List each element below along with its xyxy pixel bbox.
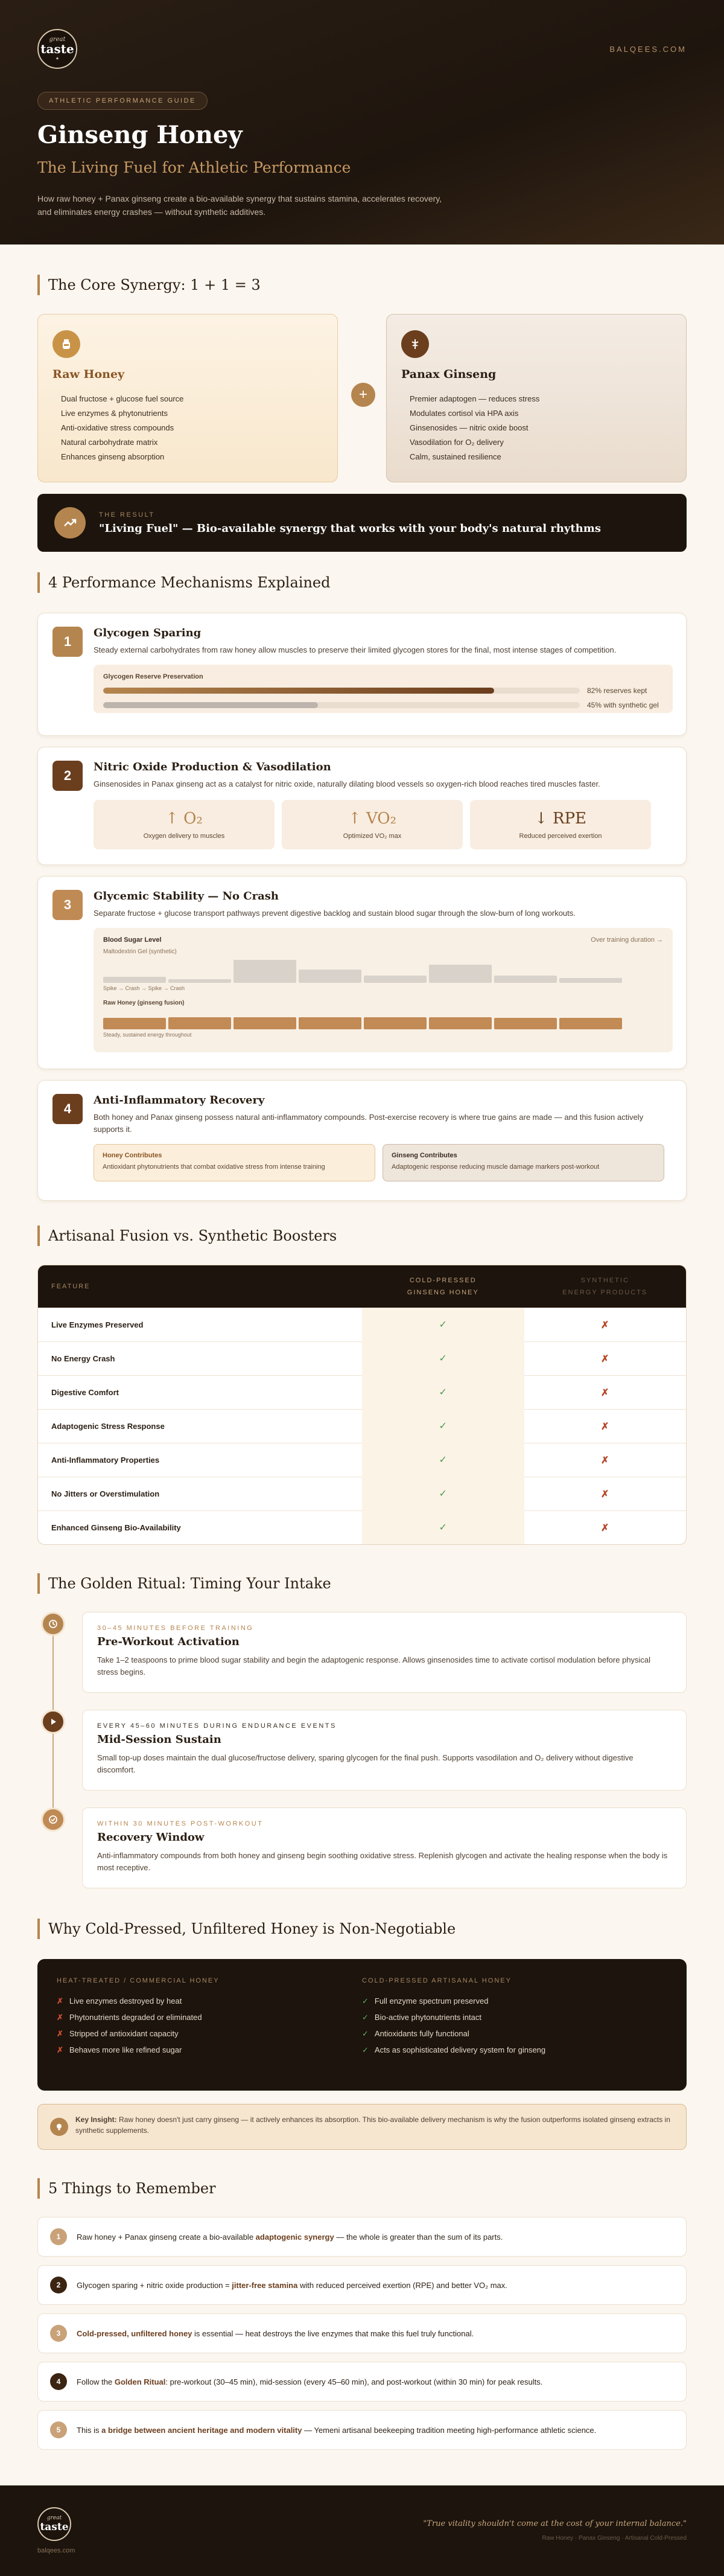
ritual-timeline [37,1612,687,1884]
section-title-text: The Golden Ritual: Timing Your Intake [48,1575,331,1592]
ritual-step-pre [82,1612,687,1693]
contribution-text: Adaptogenic response reducing muscle damage markers post-workout [392,1163,600,1171]
series-bar [494,1018,557,1029]
ginseng-contribution [383,1144,664,1181]
table-row [38,1477,686,1510]
step-time: EVERY 45–60 MINUTES DURING ENDURANCE EVENTS [97,1722,337,1730]
comparison-table [37,1265,687,1545]
honey-contribution [94,1144,375,1181]
item-text: Stripped of antioxidant capacity [69,2029,179,2038]
series-bar [233,1017,296,1029]
page-subtitle: The Living Fuel for Athletic Performance [37,159,351,176]
card-title: Panax Ginseng [401,368,497,381]
series-label-synthetic: Maltodextrin Gel (synthetic) [103,948,177,955]
check-icon: ✓ [362,1443,524,1477]
list-item: Enhances ginseng absorption [61,452,165,461]
hero-banner [0,0,724,244]
list-item [57,1993,362,2009]
title-accent-bar [37,275,40,295]
contribution-boxes [94,1144,673,1181]
footer-logo[interactable] [37,2507,71,2541]
metric-tile-rpe [470,800,651,849]
bar-honey [103,688,494,694]
series-bar [494,976,557,983]
mechanism-desc: Ginsenosides in Panax ginseng act as a catalyst for nitric oxide, naturally dilating blood vessels so oxygen-rich blood reaches tired muscles faster. [94,779,600,788]
metric-label: Oxygen delivery to muscles [143,833,225,840]
lightbulb-icon [50,2118,68,2136]
title-accent-bar [37,572,40,593]
list-item: Live enzymes & phytonutrients [61,409,168,418]
metric-tile-vo2 [282,800,463,849]
check-icon: ✓ [362,1477,524,1511]
chart-header [103,936,663,944]
list-item [362,2042,667,2058]
footer-quote: "True vitality shouldn't come at the cost of your internal balance." [423,2519,687,2528]
step-text: Small top-up doses maintain the dual glucose/fructose delivery, sparing glycogen for the final push. Supports vasodilation and O₂ delivery without digestive discomfort. [97,1753,634,1774]
logo-text-top: great [49,36,66,43]
column-header-feature: FEATURE [51,1283,91,1290]
takeaway-item [37,2265,687,2305]
takeaway-item [37,2362,687,2402]
check-icon: ✓ [362,1342,524,1376]
mechanism-title: Glycogen Sparing [94,627,202,639]
result-label: THE RESULT [99,511,155,519]
mechanism-desc: Both honey and Panax ginseng possess natural anti-inflammatory compounds. Post-exercise recovery is where true gains are made — and this fusion actively supports it. [94,1113,644,1134]
series-bar [364,1017,427,1029]
feature-cell: Anti-Inflammatory Properties [51,1456,160,1465]
list-item: Vasodilation for O₂ delivery [410,438,504,447]
list-item: Ginsenosides — nitric oxide boost [410,423,529,432]
item-text: Acts as sophisticated delivery system for ginseng [374,2045,546,2054]
section-title [37,275,687,295]
mechanism-card-glycemic [37,876,687,1069]
mechanism-card-nitric-oxide [37,747,687,865]
section-title [37,572,687,593]
list-item [57,2025,362,2042]
takeaway-text: Glycogen sparing + nitric oxide production = jitter-free stamina with reduced perceived exertion (RPE) and better VO₂ max. [77,2280,507,2290]
table-row [38,1409,686,1443]
metric-tiles [94,800,673,849]
item-text: Antioxidants fully functional [374,2029,469,2038]
raw-honey-card [37,314,338,482]
mechanism-title: Glycemic Stability — No Crash [94,890,279,903]
bar-synthetic [103,702,318,708]
cross-icon: ✗ [601,1387,609,1398]
series-bar [103,1018,166,1029]
takeaway-item [37,2313,687,2353]
metric-label: Optimized VO₂ max [343,833,402,840]
series-note-honey: Steady, sustained energy throughout [103,1032,192,1038]
chart-label: Blood Sugar Level [103,936,162,944]
synergy-cards [37,314,687,555]
glycogen-chart [94,665,673,713]
coldpressed-section [37,1959,687,2158]
check-icon: ✓ [362,1511,524,1545]
takeaways-list [37,2217,687,2458]
item-text: Phytonutrients degraded or eliminated [69,2013,202,2022]
section-title-text: Artisanal Fusion vs. Synthetic Boosters [48,1227,337,1244]
insight-text: Raw honey doesn't just carry ginseng — it actively enhances its absorption. This bio-available delivery mechanism is why the fusion outperforms isolated ginseng extracts in synthetic supplements. [75,2115,670,2135]
list-item [362,2009,667,2025]
cross-icon: ✗ [601,1523,609,1533]
check-icon: ✓ [362,2045,369,2054]
column-header-honey: COLD-PRESSED GINSENG HONEY [407,1277,479,1296]
series-bar [429,965,492,983]
ginseng-feature-list [401,392,672,464]
mechanism-desc: Steady external carbohydrates from raw honey allow muscles to preserve their limited glycogen stores for the final, most intense stages of competition. [94,645,617,654]
table-row [38,1341,686,1375]
takeaway-number: 3 [50,2325,67,2342]
honey-comparison-panel [37,1959,687,2091]
check-icon: ✓ [362,2013,369,2022]
footer-site-link[interactable]: balqees.com [37,2547,75,2554]
cold-pressed-column [362,1977,667,2073]
plus-icon: + [351,383,375,407]
card-title: Raw Honey [52,368,125,381]
item-text: Behaves more like refined sugar [69,2045,182,2054]
honey-jar-icon [52,330,80,358]
heat-treated-column [57,1977,362,2073]
series-bar [299,1017,361,1029]
takeaways-header [37,2178,687,2199]
bar-track [103,702,580,708]
step-time: 30–45 MINUTES BEFORE TRAINING [97,1625,254,1632]
list-item [362,2025,667,2042]
mechanism-card-anti-inflammatory [37,1080,687,1201]
cross-icon: ✗ [57,2045,63,2054]
list-item [57,2042,362,2058]
series-bar [233,960,296,983]
mechanism-number: 1 [52,627,83,657]
page-title: Ginseng Honey [37,121,243,149]
series-note-synthetic: Spike → Crash → Spike → Crash [103,985,185,991]
takeaway-number: 1 [50,2228,67,2245]
coldpressed-header [37,1919,687,1939]
section-title-text: Why Cold-Pressed, Unfiltered Honey is Non-Negotiable [48,1920,456,1937]
metric-label: Reduced perceived exertion [519,833,602,840]
key-insight-box [37,2104,687,2150]
mechanism-card-glycogen [37,613,687,736]
takeaway-item [37,2217,687,2257]
step-title: Pre-Workout Activation [97,1635,240,1648]
series-bar [364,976,427,983]
takeaway-number: 4 [50,2373,67,2390]
list-item: Anti-oxidative stress compounds [61,423,174,432]
brand-logo[interactable] [37,29,77,69]
check-icon: ✓ [362,1410,524,1443]
logo-text-top: great [46,2515,62,2521]
bar-value-label: 45% with synthetic gel [587,701,659,709]
list-item: Modulates cortisol via HPA axis [410,409,519,418]
cross-icon: ✗ [601,1421,609,1432]
feature-cell: Adaptogenic Stress Response [51,1422,165,1431]
result-banner [37,494,687,552]
section-title [37,1919,687,1939]
chart-label: Glycogen Reserve Preservation [103,673,203,680]
table-row [38,1510,686,1544]
bar-row-honey [103,686,663,695]
mechanism-number: 3 [52,890,83,920]
list-item: Premier adaptogen — reduces stress [410,394,540,403]
series-synthetic-bars [103,959,663,983]
series-bar [299,970,361,983]
metric-value: ↑ O₂ [165,810,203,828]
takeaway-text: Cold-pressed, unfiltered honey is essential — heat destroys the live enzymes that make this fuel truly functional. [77,2328,474,2338]
table-row [38,1443,686,1477]
contribution-title: Honey Contributes [103,1152,162,1159]
takeaway-text: This is a bridge between ancient heritage and modern vitality — Yemeni artisanal beekeeping tradition meeting high-performance athletic science. [77,2425,597,2435]
item-text: Bio-active phytonutrients intact [374,2013,481,2022]
cross-icon: ✗ [601,1320,609,1331]
section-title-text: 5 Things to Remember [48,2180,216,2197]
mechanisms-header [37,572,687,593]
panax-ginseng-card [386,314,687,482]
result-text: "Living Fuel" — Bio-available synergy that works with your body's natural rhythms [99,522,601,535]
step-text: Take 1–2 teaspoons to prime blood sugar stability and begin the adaptogenic response. Allows ginsenosides time to activate cortisol modulation before physical stress begins. [97,1655,651,1676]
ritual-step-mid [82,1710,687,1791]
cross-icon: ✗ [601,1489,609,1500]
feature-cell: Enhanced Ginseng Bio-Availability [51,1523,181,1532]
step-title: Recovery Window [97,1831,205,1844]
section-title-text: The Core Synergy: 1 + 1 = 3 [48,276,261,293]
metric-value: ↓ RPE [534,810,587,828]
section-title [37,1573,687,1594]
site-link[interactable]: BALQEES.COM [609,45,687,54]
item-text: Live enzymes destroyed by heat [69,1996,182,2006]
cross-icon: ✗ [57,2029,63,2038]
comparison-header [37,1226,687,1246]
footer [0,2485,724,2576]
list-item: Dual fructose + glucose fuel source [61,394,184,403]
metric-tile-o2 [94,800,275,849]
contribution-text: Antioxidant phytonutrients that combat oxidative stress from intense training [103,1163,325,1171]
mechanism-number: 2 [52,761,83,791]
takeaway-number: 2 [50,2277,67,2293]
ritual-step-post [82,1807,687,1888]
list-item: Natural carbohydrate matrix [61,438,158,447]
root-icon [401,330,429,358]
mechanism-number: 4 [52,1094,83,1124]
series-bar [559,978,622,983]
step-text: Anti-inflammatory compounds from both honey and ginseng begin soothing oxidative stress. Replenish glycogen and activate the healing response when the body is most receptive. [97,1851,668,1872]
takeaway-text: Follow the Golden Ritual: pre-workout (30–45 min), mid-session (every 45–60 min), and post-workout (within 30 min) for peak results. [77,2377,543,2386]
insight-label: Key Insight: [75,2115,117,2124]
section-title [37,1226,687,1246]
check-circle-icon [41,1807,65,1832]
blood-sugar-chart [94,928,673,1052]
intro-text: How raw honey + Panax ginseng create a bio-available synergy that sustains stamina, accelerates recovery, and eliminates energy crashes — without synthetic additives. [37,194,442,217]
list-item [362,1993,667,2009]
footer-subtitle: Raw Honey · Panax Ginseng · Artisanal Cold-Pressed [542,2535,687,2542]
title-accent-bar [37,1573,40,1594]
bar-value-label: 82% reserves kept [587,686,647,695]
guide-badge: ATHLETIC PERFORMANCE GUIDE [37,92,208,110]
bar-row-synthetic [103,701,663,709]
series-bar [168,979,231,983]
item-text: Full enzyme spectrum preserved [374,1996,489,2006]
list-item [57,2009,362,2025]
mechanism-desc: Separate fructose + glucose transport pathways prevent digestive backlog and sustain blood sugar through the slow-burn of long workouts. [94,909,576,918]
check-icon: ✓ [362,1996,369,2006]
check-icon: ✓ [362,1308,524,1342]
feature-cell: No Energy Crash [51,1354,115,1363]
list-item: Calm, sustained resilience [410,452,501,461]
honey-feature-list [52,392,323,464]
table-row [38,1308,686,1341]
feature-cell: No Jitters or Overstimulation [51,1489,160,1498]
mechanism-title: Anti-Inflammatory Recovery [94,1094,265,1107]
ritual-header [37,1573,687,1594]
table-header [38,1265,686,1308]
series-honey-bars [103,1010,663,1029]
clock-icon [41,1612,65,1636]
mechanism-title: Nitric Oxide Production & Vasodilation [94,761,331,773]
feature-cell: Digestive Comfort [51,1388,119,1397]
check-icon: ✓ [362,1376,524,1410]
series-bar [559,1018,622,1029]
logo-star-icon: ★ [55,57,60,61]
takeaway-number: 5 [50,2421,67,2438]
trending-up-icon [54,507,86,539]
section-title-text: 4 Performance Mechanisms Explained [48,574,331,591]
takeaway-item [37,2410,687,2450]
series-bar [103,977,166,983]
title-accent-bar [37,2178,40,2199]
takeaway-text: Raw honey + Panax ginseng create a bio-available adaptogenic synergy — the whole is greater than the sum of its parts. [77,2232,503,2242]
title-accent-bar [37,1226,40,1246]
column-title: HEAT-TREATED / COMMERCIAL HONEY [57,1977,220,1984]
play-icon [41,1710,65,1734]
cross-icon: ✗ [601,1354,609,1364]
check-icon: ✓ [362,2029,369,2038]
chart-axis-note: Over training duration → [591,936,663,944]
table-body [38,1308,686,1544]
section-title [37,2178,687,2199]
contribution-title: Ginseng Contributes [392,1152,457,1159]
cross-icon: ✗ [601,1455,609,1466]
logo-text-main: taste [40,2521,69,2533]
series-label-honey: Raw Honey (ginseng fusion) [103,1000,185,1006]
synergy-section [37,275,687,295]
cross-icon: ✗ [57,2013,63,2022]
table-row [38,1375,686,1409]
column-title: COLD-PRESSED ARTISANAL HONEY [362,1977,512,1984]
column-header-synthetic: SYNTHETIC ENERGY PRODUCTS [562,1277,648,1296]
title-accent-bar [37,1919,40,1939]
bar-track [103,688,580,694]
series-bar [168,1017,231,1029]
metric-value: ↑ VO₂ [348,810,397,828]
feature-cell: Live Enzymes Preserved [51,1320,144,1329]
cross-icon: ✗ [57,1996,63,2006]
step-time: WITHIN 30 MINUTES POST-WORKOUT [97,1820,264,1827]
step-title: Mid-Session Sustain [97,1733,221,1746]
series-bar [429,1017,492,1029]
logo-text-main: taste [40,42,74,56]
